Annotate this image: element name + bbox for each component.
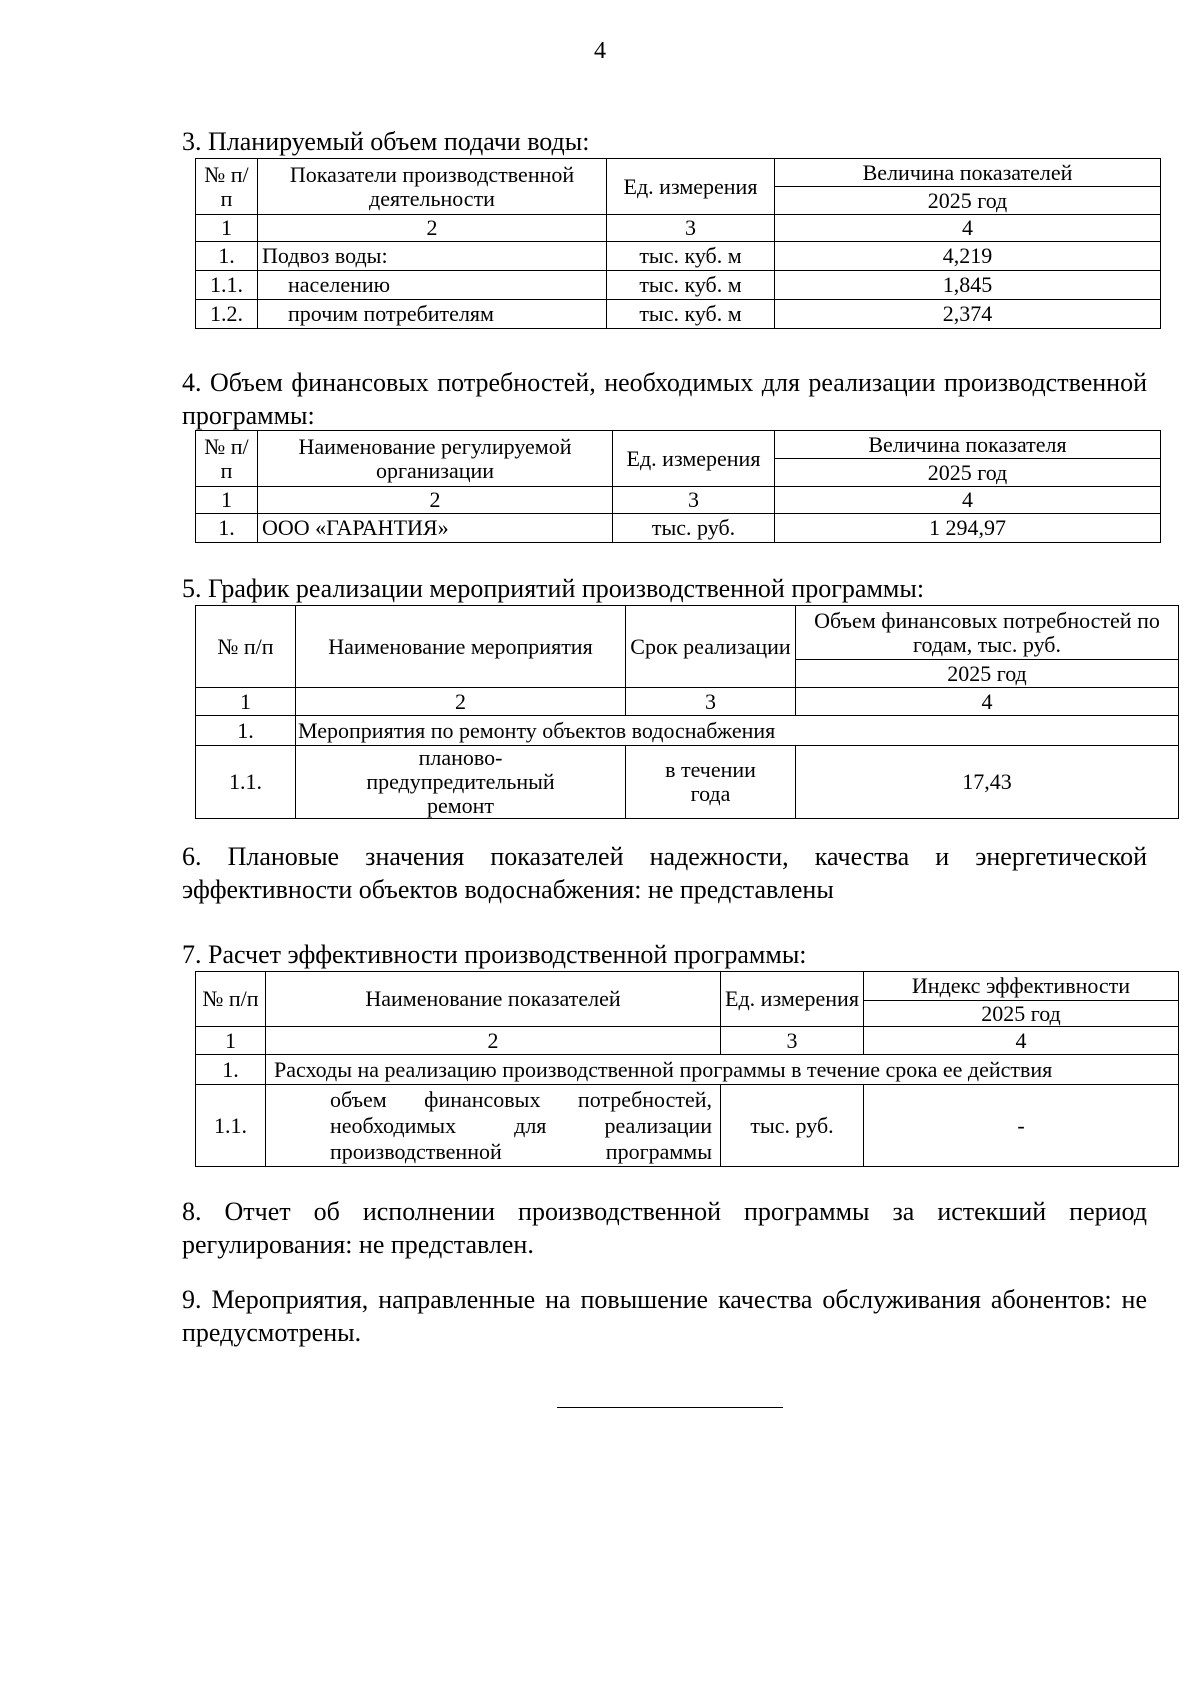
group-name: Расходы на реализацию производственной программы в течение срока ее действия (266, 1055, 1179, 1085)
row-num: 1.1. (196, 1085, 266, 1167)
table-row (196, 514, 1161, 543)
col-number: 3 (607, 215, 775, 242)
col-number: 3 (721, 1027, 864, 1055)
header-num: № п/п (196, 972, 266, 1027)
header-measure: Наименование мероприятия (296, 606, 626, 688)
row-unit: тыс. куб. м (607, 271, 775, 300)
section5-title: 5. График реализации мероприятий производственной программы: (182, 574, 925, 603)
header-value-group: Индекс эффективности (864, 972, 1179, 1001)
col-number: 1 (196, 487, 258, 514)
table-row (196, 271, 1161, 300)
group-num: 1. (196, 1055, 266, 1085)
col-number: 1 (196, 215, 258, 242)
section3-title: 3. Планируемый объем подачи воды: (182, 127, 590, 156)
section8-text: 8. Отчет об исполнении производственной программы за истекший период регулирования: не представлен. (182, 1197, 1147, 1259)
header-num: № п/п (196, 431, 258, 487)
row-unit: тыс. руб. (613, 514, 775, 543)
row-num: 1. (196, 242, 258, 271)
table-row (196, 242, 1161, 271)
header-unit: Ед. измерения (607, 159, 775, 215)
group-row (196, 716, 1179, 746)
row-value: 1 294,97 (775, 514, 1161, 543)
row-num: 1.1. (196, 271, 258, 300)
col-number: 4 (796, 688, 1179, 716)
row-name: планово-предупредительный ремонт (296, 746, 626, 819)
header-value-group: Объем финансовых потребностей по годам, тыс. руб. (796, 606, 1179, 660)
section7-title: 7. Расчет эффективности производственной программы: (182, 940, 807, 969)
group-num: 1. (196, 716, 296, 746)
header-unit: Ед. измерения (721, 972, 864, 1027)
row-value: 1,845 (775, 271, 1161, 300)
col-number: 2 (258, 487, 613, 514)
header-unit: Ед. измерения (613, 431, 775, 487)
col-number: 2 (296, 688, 626, 716)
col-number: 4 (864, 1027, 1179, 1055)
row-name: населению (258, 271, 607, 300)
row-num: 1. (196, 514, 258, 543)
col-number: 4 (775, 487, 1161, 514)
row-num: 1.1. (196, 746, 296, 819)
col-number: 2 (258, 215, 607, 242)
col-number: 4 (775, 215, 1161, 242)
row-value: - (864, 1085, 1179, 1167)
section9-text: 9. Мероприятия, направленные на повышение качества обслуживания абонентов: не предусмотрены. (182, 1285, 1147, 1347)
header-value-group: Величина показателя (775, 431, 1161, 459)
water-supply-table (195, 158, 1161, 329)
header-num: № п/п (196, 606, 296, 688)
row-term: в течении года (626, 746, 796, 819)
row-name: прочим потребителям (258, 300, 607, 329)
header-year: 2025 год (796, 660, 1179, 688)
header-value-group: Величина показателей (775, 159, 1161, 187)
row-unit: тыс. куб. м (607, 300, 775, 329)
header-num: № п/п (196, 159, 258, 215)
header-term: Срок реализации (626, 606, 796, 688)
row-name: объем финансовых потребностей, необходимых для реализации производственной программы (266, 1085, 721, 1167)
header-year: 2025 год (775, 459, 1161, 487)
col-number: 2 (266, 1027, 721, 1055)
row-name: Подвоз воды: (258, 242, 607, 271)
row-value: 17,43 (796, 746, 1179, 819)
header-year: 2025 год (864, 1001, 1179, 1027)
col-number: 1 (196, 1027, 266, 1055)
group-row (196, 1055, 1179, 1085)
row-name: ООО «ГАРАНТИЯ» (258, 514, 613, 543)
section6-text: 6. Плановые значения показателей надежности, качества и энергетической эффективности объектов водоснабжения: не представлены (182, 842, 1147, 904)
header-org: Наименование регулируемой организации (258, 431, 613, 487)
row-unit: тыс. куб. м (607, 242, 775, 271)
schedule-table (195, 605, 1179, 819)
col-number: 3 (613, 487, 775, 514)
financial-needs-table (195, 430, 1161, 543)
table-row (196, 1085, 1179, 1167)
row-value: 2,374 (775, 300, 1161, 329)
row-value: 4,219 (775, 242, 1161, 271)
group-name: Мероприятия по ремонту объектов водоснабжения (296, 716, 1179, 746)
header-indicator: Показатели производственной деятельности (258, 159, 607, 215)
table-row (196, 300, 1161, 329)
row-num: 1.2. (196, 300, 258, 329)
table-row (196, 746, 1179, 819)
page-number: 4 (594, 38, 606, 64)
header-year: 2025 год (775, 187, 1161, 215)
row-unit: тыс. руб. (721, 1085, 864, 1167)
section4-title: 4. Объем финансовых потребностей, необходимых для реализации производственной программы: (182, 368, 1147, 430)
closing-line (557, 1407, 783, 1408)
col-number: 3 (626, 688, 796, 716)
efficiency-table (195, 971, 1179, 1167)
header-indicator: Наименование показателей (266, 972, 721, 1027)
col-number: 1 (196, 688, 296, 716)
